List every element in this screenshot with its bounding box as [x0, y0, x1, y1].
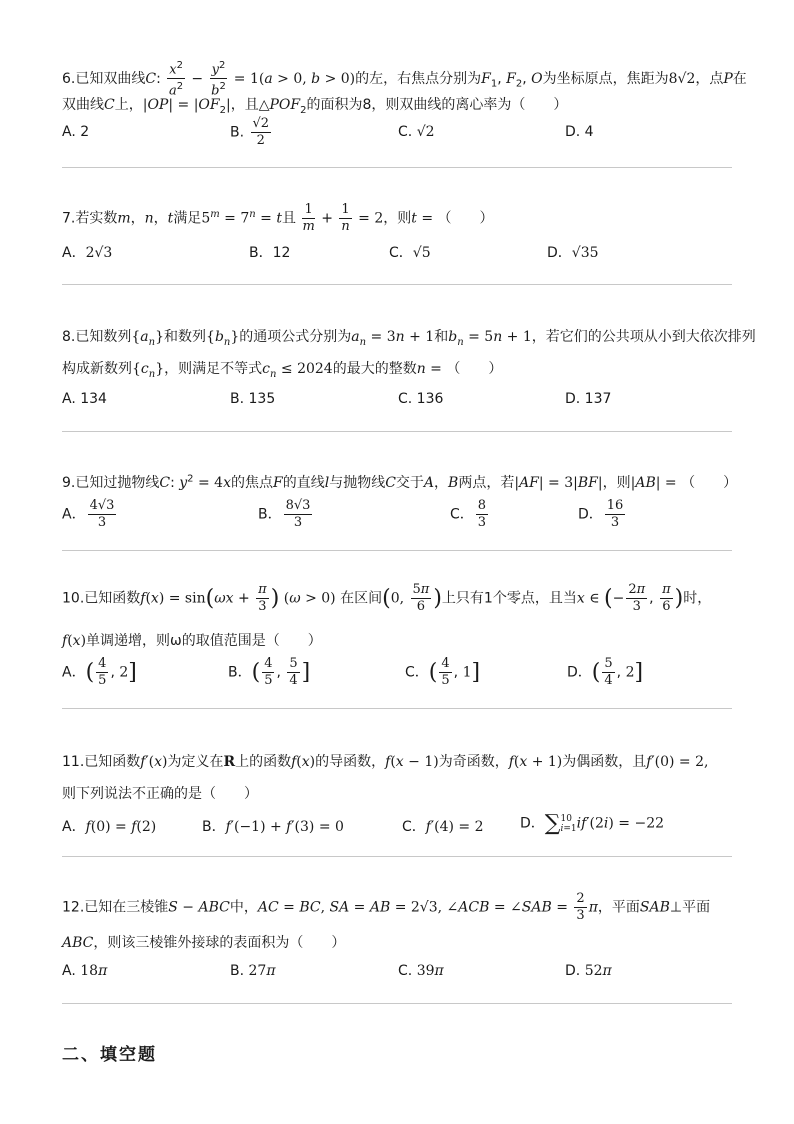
- q8-line-1: 8.已知数列$\{a_n\}$和数列$\{b_n\}$的通项公式分别为$a_n = 3n + 1$和$b_n = 5n + 1$，若它们的公共项从小到大依次排列: [62, 329, 756, 348]
- section-title: 二、填空题: [62, 1045, 157, 1065]
- q6-option-a: A. 2: [62, 124, 90, 140]
- q7-line-1: 7.若实数m，n，t满足$5^m = 7^n = t$且 $\frac{1}{m}$ + $\frac{1}{n}$ = 2，则t = （ ）: [62, 202, 494, 234]
- q11-line-2: 则下列说法不正确的是（ ）: [62, 786, 258, 802]
- q9-option-d: D． $\frac{16}{3}$: [578, 498, 624, 530]
- q12-option-b: B. 27π: [230, 963, 276, 979]
- separator: [62, 856, 732, 857]
- q9-line-1: 9.已知过抛物线C: $y^2 = 4x$的焦点F的直线l与抛物线C交于A，B两点，若|AF| = 3|BF|，则|AB| = （ ）: [62, 473, 738, 491]
- q6-option-c: C. √2: [398, 124, 435, 140]
- q6-option-b: B. $\frac{√2}{2}$: [230, 116, 270, 148]
- q6-line-1: 6.已知双曲线C: $\frac{x^2}{a^2}$ − $\frac{y^2}{b^2}$ = 1(a > 0, b > 0)的左，右焦点分别为$F_1$, $F_2$, O为坐标原点，焦距为8√2，点P在: [62, 60, 747, 99]
- q10-option-c: C．( $\frac{4}{5}$ , 1]: [405, 656, 481, 688]
- separator: [62, 284, 732, 285]
- q7-option-c: C．√5: [389, 245, 431, 261]
- q11-option-a: A．f(0) = f(2): [62, 819, 157, 835]
- q7-option-b: B．12: [249, 245, 291, 261]
- q9-option-a: A． $\frac{4√3}{3}$: [62, 498, 115, 530]
- q8-option-b: B. 135: [230, 391, 276, 407]
- separator: [62, 167, 732, 168]
- q8-option-d: D. 137: [565, 391, 612, 407]
- q10-line-2: f(x)单调递增，则ω的取值范围是（ ）: [62, 633, 322, 649]
- q12-line-1: 12.已知在三棱锥S − ABC中，AC = BC, SA = AB = 2√3, ∠ACB = ∠SAB = $\frac{2}{3}$ π，平面SAB⊥平面: [62, 891, 711, 923]
- q10-option-a: A．( $\frac{4}{5}$ , 2]: [62, 656, 137, 688]
- separator: [62, 431, 732, 432]
- q8-option-c: C. 136: [398, 391, 444, 407]
- separator: [62, 550, 732, 551]
- q12-line-2: ABC，则该三棱锥外接球的表面积为（ ）: [62, 935, 346, 951]
- q12-option-d: D. 52π: [565, 963, 612, 979]
- separator: [62, 1003, 732, 1004]
- q6-option-d: D. 4: [565, 124, 594, 140]
- separator: [62, 708, 732, 709]
- q6-line-2: 双曲线C上，$|OP| = |OF_2|$，且$\triangle POF_2$的面积为8，则双曲线的离心率为（ ）: [62, 97, 568, 116]
- q10-option-b: B．( $\frac{4}{5}$ , $\frac{5}{4}$ ]: [228, 656, 311, 688]
- q7-option-a: A．2√3: [62, 245, 113, 261]
- q10-line-1: 10.已知函数f(x) = sin(ωx + $\frac{\pi}{3}$ ) (ω > 0) 在区间(0, $\frac{5\pi}{6}$ )上只有1个零点，且当x ∈ (− $\frac{2\pi}{3}$ , $\frac{\pi}{6}$ )时，: [62, 582, 712, 614]
- q7-option-d: D．√35: [547, 245, 599, 261]
- q11-option-d: D．∑10 i=1if′(2i) = −22: [520, 811, 665, 836]
- q11-line-1: 11.已知函数f′(x)为定义在R上的函数f(x)的导函数，f(x − 1)为奇函数，f(x + 1)为偶函数，且f′(0) = 2,: [62, 754, 709, 770]
- q8-line-2: 构成新数列$\{c_n\}$，则满足不等式$c_n \le 2024$的最大的整数n = （ ）: [62, 361, 503, 380]
- q12-option-a: A. 18π: [62, 963, 108, 979]
- q12-option-c: C. 39π: [398, 963, 444, 979]
- q6-text: 6.已知双曲线: [62, 70, 146, 87]
- q9-option-b: B． $\frac{8√3}{3}$: [258, 498, 311, 530]
- q9-option-c: C． $\frac{8}{3}$: [450, 498, 487, 530]
- q8-option-a: A. 134: [62, 391, 107, 407]
- q11-option-b: B．f′(−1) + f′(3) = 0: [202, 819, 344, 835]
- q10-option-d: D．( $\frac{5}{4}$ , 2]: [567, 656, 644, 688]
- q11-option-c: C．f′(4) = 2: [402, 819, 484, 835]
